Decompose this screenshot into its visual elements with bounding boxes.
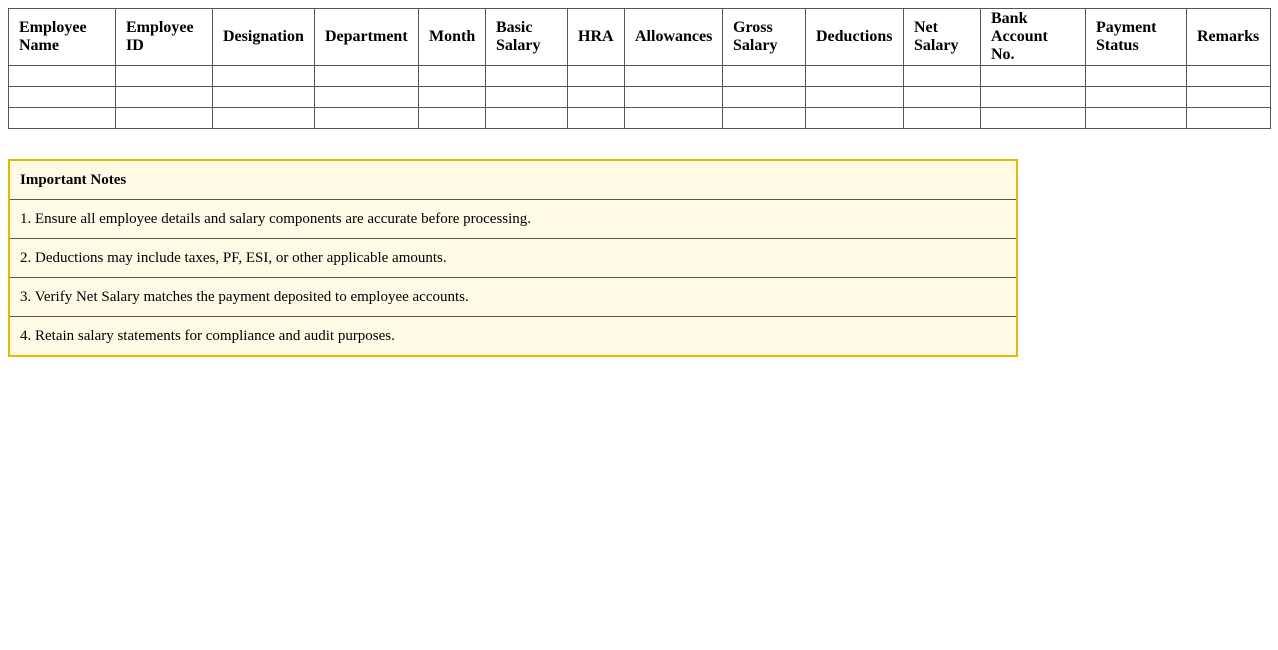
column-header-bank-account: Bank Account No.: [981, 9, 1086, 66]
table-cell: [625, 108, 723, 129]
table-cell: [904, 87, 981, 108]
table-cell: [1086, 87, 1187, 108]
note-item: 2. Deductions may include taxes, PF, ESI, or other applicable amounts.: [10, 238, 1016, 277]
table-cell: [9, 108, 116, 129]
column-header-basic-salary: Basic Salary: [486, 9, 568, 66]
note-item: 3. Verify Net Salary matches the payment deposited to employee accounts.: [10, 277, 1016, 316]
column-header-designation: Designation: [213, 9, 315, 66]
column-header-department: Department: [315, 9, 419, 66]
table-cell: [1086, 66, 1187, 87]
column-header-month: Month: [419, 9, 486, 66]
table-header-row: [9, 9, 1271, 66]
table-cell: [1086, 108, 1187, 129]
table-cell: [625, 87, 723, 108]
column-header-net-salary: Net Salary: [904, 9, 981, 66]
table-cell: [419, 66, 486, 87]
column-header-payment-status: Payment Status: [1086, 9, 1187, 66]
column-header-employee-id: Employee ID: [116, 9, 213, 66]
table-cell: [1187, 87, 1271, 108]
column-header-deductions: Deductions: [806, 9, 904, 66]
table-row: [9, 66, 1271, 87]
column-header-remarks: Remarks: [1187, 9, 1271, 66]
table-cell: [116, 108, 213, 129]
table-body: [9, 66, 1271, 129]
column-header-hra: HRA: [568, 9, 625, 66]
salary-table: [8, 8, 1271, 129]
table-cell: [904, 66, 981, 87]
table-cell: [568, 66, 625, 87]
table-cell: [315, 66, 419, 87]
table-cell: [806, 108, 904, 129]
table-cell: [723, 66, 806, 87]
table-cell: [315, 108, 419, 129]
column-header-allowances: Allowances: [625, 9, 723, 66]
column-header-gross-salary: Gross Salary: [723, 9, 806, 66]
note-item: 4. Retain salary statements for compliance and audit purposes.: [10, 316, 1016, 355]
important-notes-box: [8, 159, 1018, 357]
table-cell: [486, 87, 568, 108]
table-cell: [981, 108, 1086, 129]
table-cell: [568, 87, 625, 108]
table-cell: [213, 87, 315, 108]
table-cell: [723, 87, 806, 108]
table-cell: [116, 66, 213, 87]
note-item: 1. Ensure all employee details and salary components are accurate before processing.: [10, 199, 1016, 238]
table-cell: [315, 87, 419, 108]
table-row: [9, 108, 1271, 129]
notes-title: Important Notes: [20, 172, 127, 188]
table-cell: [9, 66, 116, 87]
table-cell: [213, 66, 315, 87]
table-cell: [806, 87, 904, 108]
table-cell: [9, 87, 116, 108]
notes-list: [10, 199, 1016, 355]
table-cell: [981, 66, 1086, 87]
table-cell: [486, 108, 568, 129]
table-cell: [486, 66, 568, 87]
table-cell: [1187, 108, 1271, 129]
table-cell: [116, 87, 213, 108]
table-cell: [904, 108, 981, 129]
table-cell: [213, 108, 315, 129]
table-cell: [806, 66, 904, 87]
table-cell: [419, 108, 486, 129]
table-cell: [625, 66, 723, 87]
table-cell: [568, 108, 625, 129]
table-cell: [1187, 66, 1271, 87]
table-cell: [981, 87, 1086, 108]
table-row: [9, 87, 1271, 108]
table-cell: [419, 87, 486, 108]
column-header-employee-name: Employee Name: [9, 9, 116, 66]
table-cell: [723, 108, 806, 129]
